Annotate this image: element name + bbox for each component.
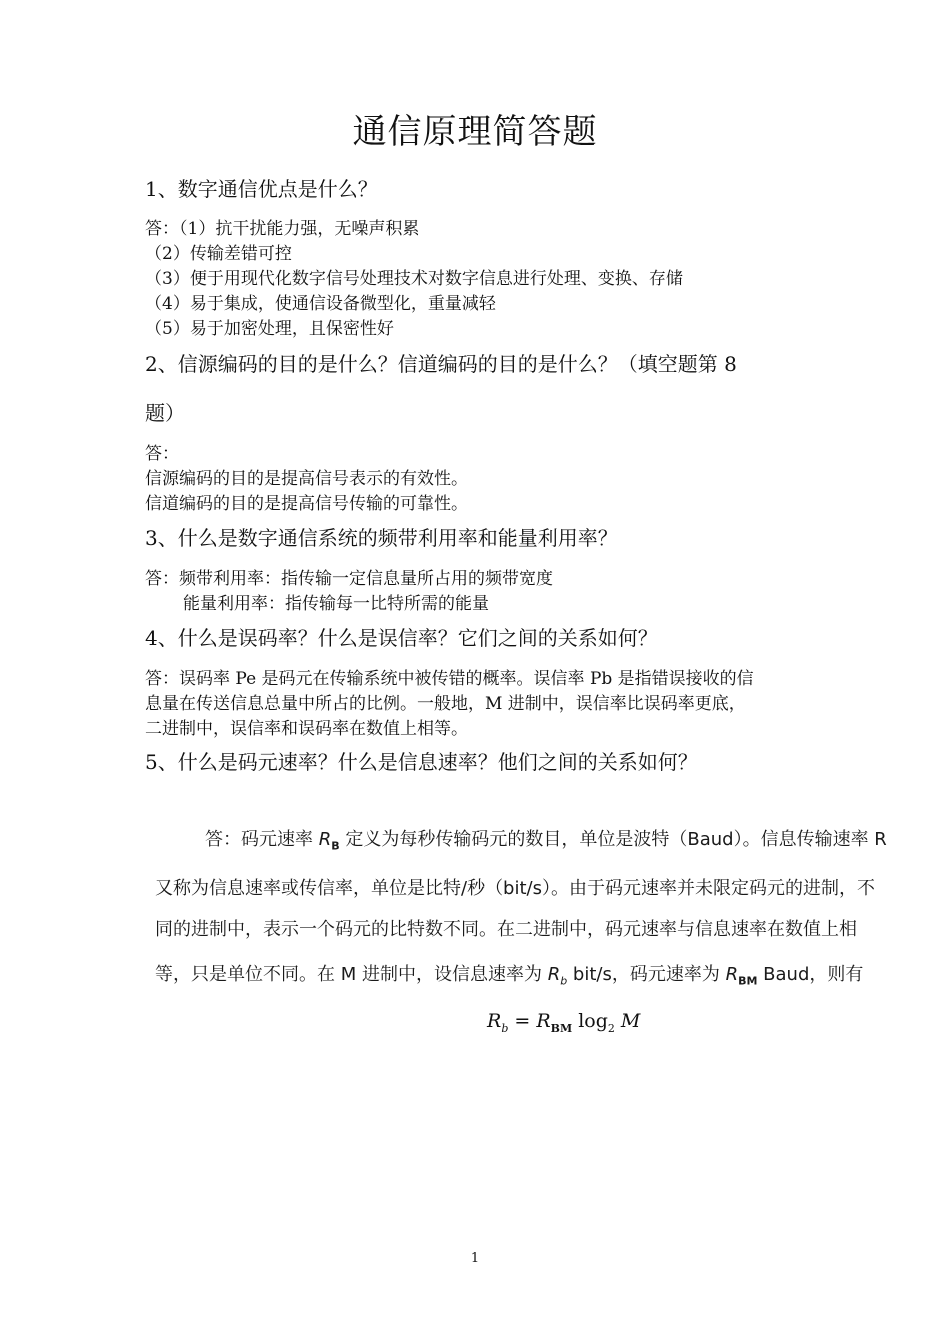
answer-line: 答： [145,444,179,464]
question-2: 2、信源编码的目的是什么？信道编码的目的是什么？（填空题第 8 [145,352,737,376]
question-3: 3、什么是数字通信系统的频带利用率和能量利用率？ [145,526,618,550]
question-1: 1、数字通信优点是什么？ [145,177,378,201]
answer-line: 答：频带利用率：指传输一定信息量所占用的频带宽度 [145,569,553,589]
answer-line: 信道编码的目的是提高信号传输的可靠性。 [145,494,468,514]
question-5: 5、什么是码元速率？什么是信息速率？他们之间的关系如何？ [145,750,698,774]
answer-line: 信源编码的目的是提高信号表示的有效性。 [145,469,468,489]
embedded-line-4: 等，只是单位不同。在 M 进制中，设信息速率为 $R_b$ bit/s，码元速率为 $R_{BM}$ Baud，则有 [155,964,864,988]
answer-line: 答：（1）抗干扰能力强，无噪声积累 [145,219,420,239]
answer-line: （2）传输差错可控 [145,244,292,264]
answer-line: 能量利用率：指传输每一比特所需的能量 [183,594,489,614]
embedded-line-1: 答：码元速率 $R_B$ 定义为每秒传输码元的数目，单位是波特（Baud）。信息传输速率 R [205,829,887,853]
answer-line: 二进制中，误信率和误码率在数值上相等。 [145,719,468,739]
page-title: 通信原理简答题 [352,112,598,152]
answer-line: （4）易于集成，使通信设备微型化，重量减轻 [145,294,496,314]
embedded-answer-image [0,805,950,1055]
answer-line: 答：误码率 Pe 是码元在传输系统中被传错的概率。误信率 Pb 是指错误接收的信 [145,669,754,689]
question-2-cont: 题） [145,401,185,425]
answer-line: （3）便于用现代化数字信号处理技术对数字信息进行处理、变换、存储 [145,269,683,289]
page-number: 1 [470,1251,480,1266]
answer-line: （5）易于加密处理，且保密性好 [145,319,394,339]
embedded-line-2: 又称为信息速率或传信率，单位是比特/秒（bit/s）。由于码元速率并未限定码元的进制，不 [155,878,875,899]
rate-formula: $R_b = R_{BM}$ $\log_2 M$ [487,1010,641,1035]
question-4: 4、什么是误码率？什么是误信率？它们之间的关系如何？ [145,626,658,650]
embedded-line-3: 同的进制中，表示一个码元的比特数不同。在二进制中，码元速率与信息速率在数值上相 [155,919,857,940]
answer-line: 息量在传送信息总量中所占的比例。一般地，M 进制中，误信率比误码率更底， [145,694,746,714]
